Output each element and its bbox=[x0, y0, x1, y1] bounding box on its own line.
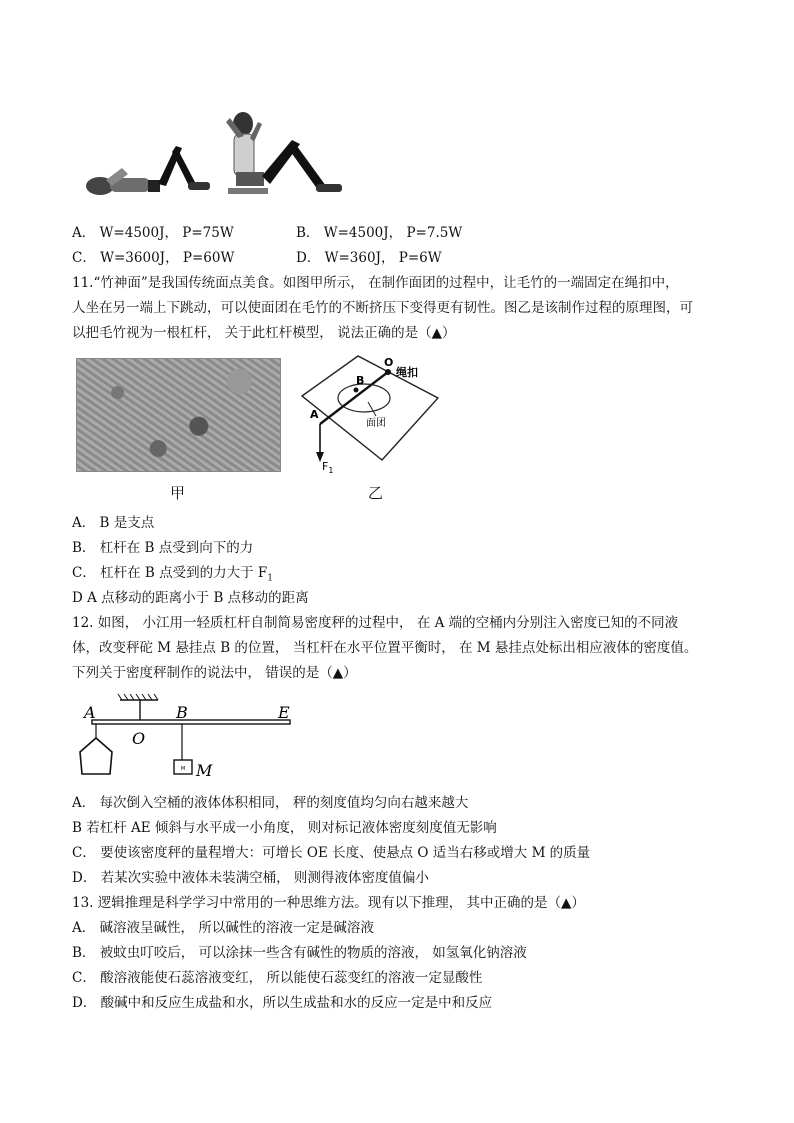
q10-option-a: A． W=4500J， P=75W bbox=[72, 225, 234, 241]
q12-stem-line-2: 体，改变秤砣 M 悬挂点 B 的位置， 当杠杆在水平位置平衡时， 在 M 悬挂点处标出相应液体的密度值。 bbox=[72, 640, 698, 656]
situp-figure bbox=[78, 108, 358, 208]
label-e: E bbox=[278, 703, 290, 722]
q11-option-c: C． 杠杆在 B 点受到的力大于 $F_1$ bbox=[72, 565, 274, 584]
svg-text:M: M bbox=[180, 766, 186, 772]
label-o: O bbox=[132, 729, 146, 748]
point-a-label: A bbox=[310, 408, 319, 421]
lever-principle-diagram bbox=[296, 352, 442, 502]
q12-option-c: C． 要使该密度秤的量程增大：可增长 OE 长度、使悬点 O 适当右移或增大 M 的质量 bbox=[72, 845, 591, 861]
lying-person-illustration bbox=[86, 146, 210, 195]
q12-stem-line-1: 12. 如图， 小江用一轻质杠杆自制简易密度秤的过程中， 在 A 端的空桶内分别注入密度已知的不同液 bbox=[72, 615, 679, 631]
figure-jia-caption: 甲 bbox=[170, 484, 186, 502]
q10-option-d: D． W=360J， P=6W bbox=[296, 250, 442, 266]
q12-option-d: D． 若某次实验中液体未装满空桶， 则测得液体密度值偏小 bbox=[72, 870, 429, 886]
situp-person-illustration bbox=[226, 112, 342, 194]
lever-bar bbox=[92, 720, 290, 724]
bamboo-lever-line bbox=[320, 372, 388, 424]
bamboo-noodle-photo bbox=[76, 358, 281, 472]
figure-yi-caption: 乙 bbox=[368, 484, 384, 502]
dough-ellipse bbox=[338, 384, 390, 412]
q13-option-b: B． 被蚊虫叮咬后， 可以涂抹一些含有碱性的物质的溶液， 如氢氧化钠溶液 bbox=[72, 945, 527, 961]
q13-option-d: D． 酸碱中和反应生成盐和水，所以生成盐和水的反应一定是中和反应 bbox=[72, 995, 493, 1011]
density-scale-diagram bbox=[72, 692, 302, 788]
q11-stem-line-3: 以把毛竹视为一根杠杆， 关于此杠杆模型， 说法正确的是（▲） bbox=[72, 325, 456, 341]
q12-stem-line-3: 下列关于密度秤制作的说法中， 错误的是（▲） bbox=[72, 665, 357, 681]
point-o-label: O bbox=[384, 356, 394, 369]
label-m: M bbox=[196, 761, 213, 780]
force-label: $F_1$ bbox=[322, 460, 334, 475]
q11-option-b: B． 杠杆在 B 点受到向下的力 bbox=[72, 540, 254, 556]
q10-option-b: B． W=4500J， P=7.5W bbox=[296, 225, 463, 241]
q11-option-d: D A 点移动的距离小于 B 点移动的距离 bbox=[72, 590, 309, 606]
q12-option-b: B 若杠杆 AE 倾斜与水平成一小角度， 则对标记液体密度刻度值无影响 bbox=[72, 820, 497, 836]
empty-bucket bbox=[80, 738, 112, 774]
q11-option-a: A． B 是支点 bbox=[72, 515, 155, 531]
label-b: B bbox=[176, 703, 188, 722]
dough-label: 面团 bbox=[366, 418, 386, 429]
q13-option-c: C． 酸溶液能使石蕊溶液变红， 所以能使石蕊变红的溶液一定显酸性 bbox=[72, 970, 483, 986]
q11-stem-line-1: 11.“竹神面”是我国传统面点美食。如图甲所示， 在制作面团的过程中，让毛竹的一端固定在绳扣中， bbox=[72, 275, 679, 291]
q13-stem-line-1: 13. 逻辑推理是科学学习中常用的一种思维方法。现有以下推理， 其中正确的是（▲） bbox=[72, 895, 585, 911]
point-b-label: B bbox=[356, 374, 365, 387]
rope-knot-label: 绳扣 bbox=[396, 366, 418, 379]
q11-stem-line-2: 人坐在另一端上下跳动，可以使面团在毛竹的不断挤压下变得更有韧性。图乙是该制作过程的原理图，可 bbox=[72, 300, 693, 316]
q10-option-c: C． W=3600J， P=60W bbox=[72, 250, 235, 266]
q12-option-a: A． 每次倒入空桶的液体体积相同， 秤的刻度值均匀向右越来越大 bbox=[72, 795, 469, 811]
label-a: A bbox=[84, 703, 96, 722]
q13-option-a: A． 碱溶液呈碱性， 所以碱性的溶液一定是碱溶液 bbox=[72, 920, 374, 936]
